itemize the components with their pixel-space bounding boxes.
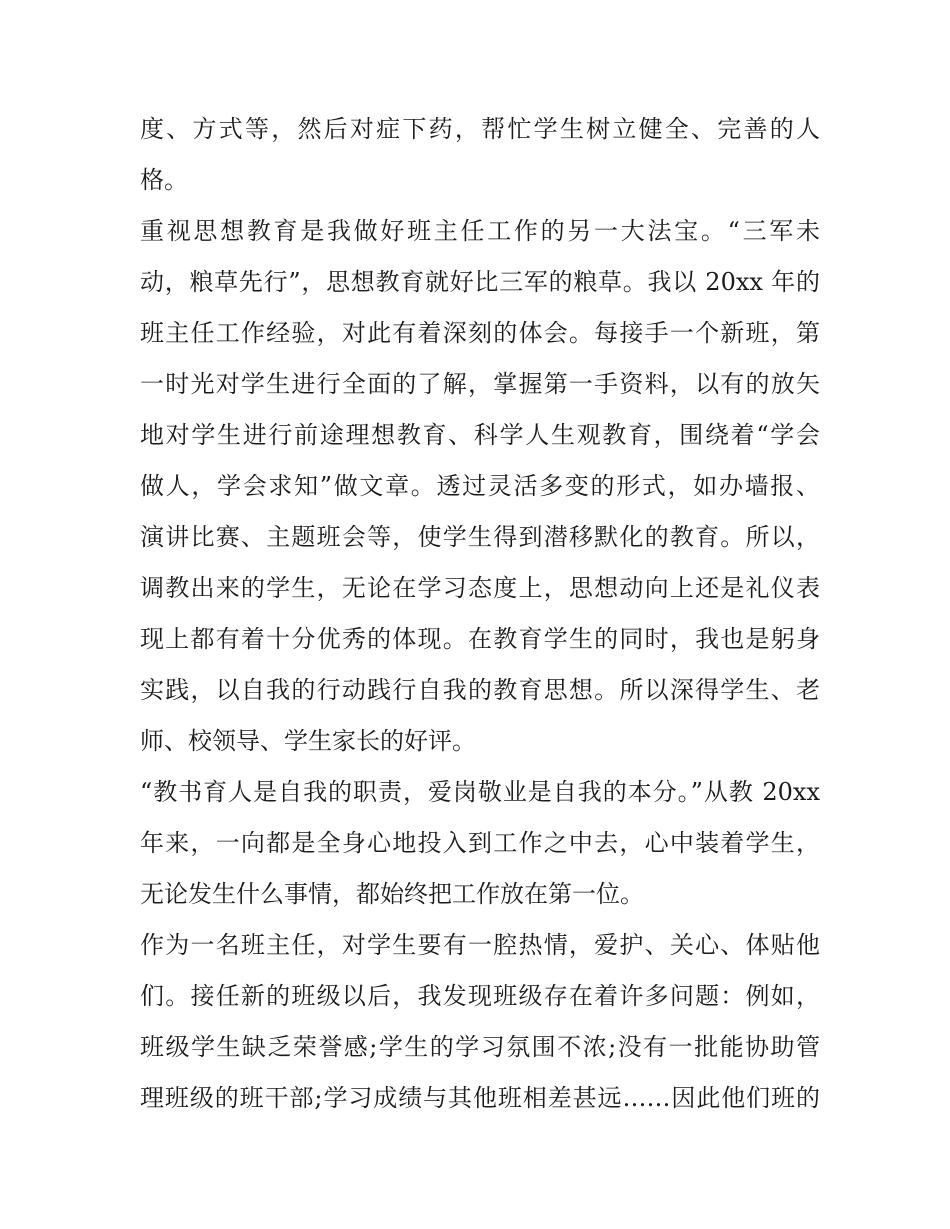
text-line: 班级学生缺乏荣誉感;学生的学习氛围不浓;没有一批能协助管 (140, 1033, 820, 1061)
text-line: 年来，一向都是全身心地投入到工作之中去，心中装着学生， (140, 829, 820, 857)
text-line: 无论发生什么事情，都始终把工作放在第一位。 (140, 880, 644, 908)
text-line: 作为一名班主任，对学生要有一腔热情，爱护、关心、体贴他 (140, 931, 820, 959)
text-line: 实践，以自我的行动践行自我的教育思想。所以深得学生、老 (140, 676, 820, 704)
text-line: 理班级的班干部;学习成绩与其他班相差甚远……因此他们班的 (140, 1084, 820, 1112)
text-line: 度、方式等，然后对症下药，帮忙学生树立健全、完善的人 (140, 115, 820, 143)
text-line: 班主任工作经验，对此有着深刻的体会。每接手一个新班，第 (140, 319, 820, 347)
text-line: “教书育人是自我的职责，爱岗敬业是自我的本分。”从教 20xx (140, 778, 820, 806)
text-line: 调教出来的学生，无论在学习态度上，思想动向上还是礼仪表 (140, 574, 820, 602)
text-line: 一时光对学生进行全面的了解，掌握第一手资料，以有的放矢 (140, 370, 820, 398)
text-line: 现上都有着十分优秀的体现。在教育学生的同时，我也是躬身 (140, 625, 820, 653)
text-line: 演讲比赛、主题班会等，使学生得到潜移默化的教育。所以， (140, 523, 820, 551)
text-line: 重视思想教育是我做好班主任工作的另一大法宝。“三军未 (140, 217, 820, 245)
text-line: 做人，学会求知”做文章。透过灵活多变的形式，如办墙报、 (140, 472, 820, 500)
text-line: 格。 (140, 166, 188, 194)
text-line: 师、校领导、学生家长的好评。 (140, 727, 476, 755)
text-line: 动，粮草先行”，思想教育就好比三军的粮草。我以 20xx 年的 (140, 268, 820, 296)
body-text (140, 104, 820, 1124)
text-line: 们。接任新的班级以后，我发现班级存在着许多问题：例如， (140, 982, 820, 1010)
text-line: 地对学生进行前途理想教育、科学人生观教育，围绕着“学会 (140, 421, 820, 449)
